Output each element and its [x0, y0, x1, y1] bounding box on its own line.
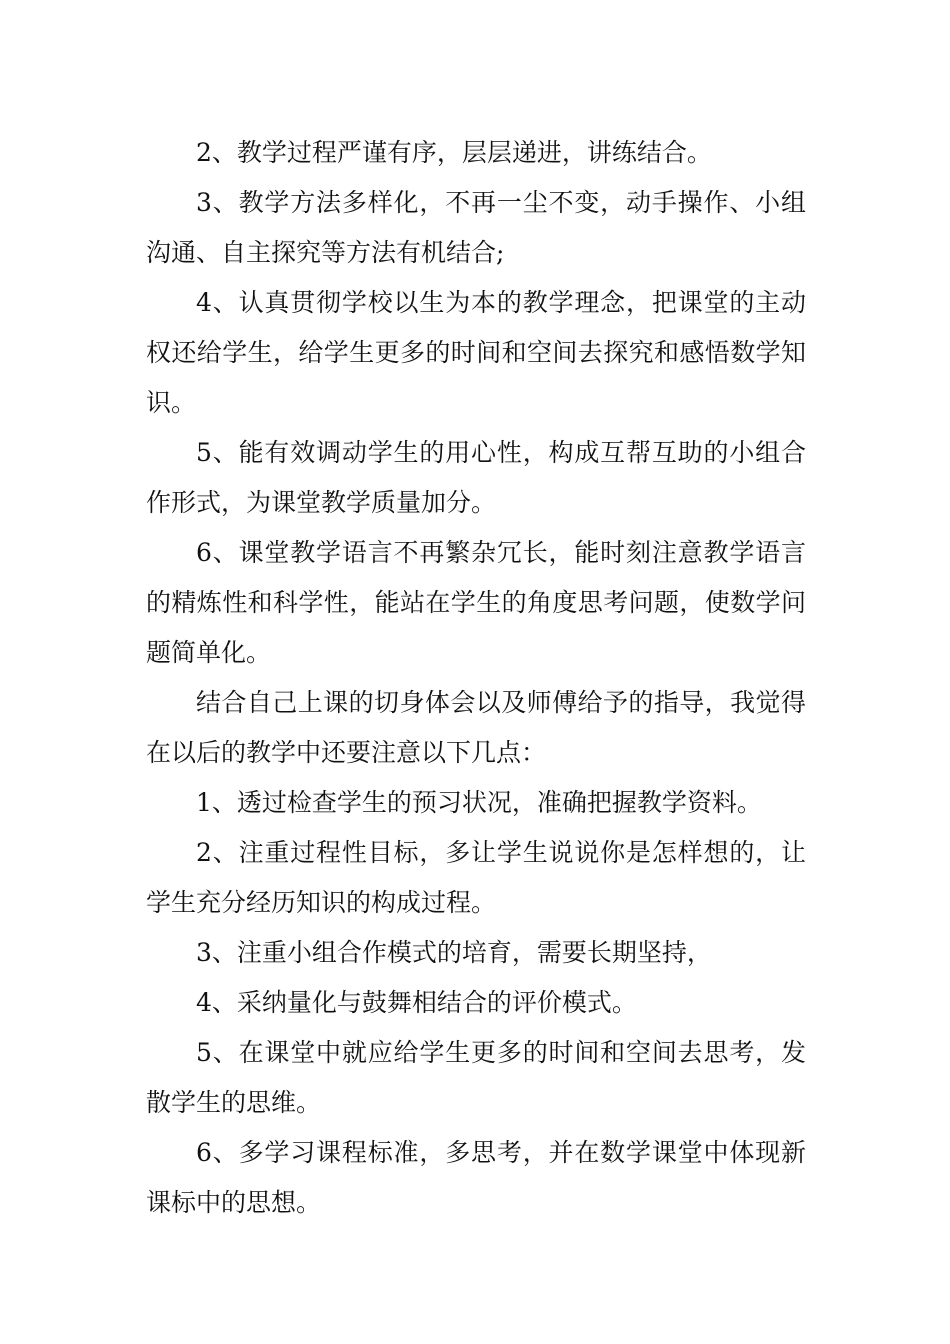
paragraph-point-4-evaluation: 4、采纳量化与鼓舞相结合的评价模式。 [196, 988, 637, 1017]
paragraph-item-4-student-centered: 4、认真贯彻学校以生为本的教学理念，把课堂的主动权还给学生，给学生更多的时间和空间去探究和感悟数学知识。 [146, 288, 806, 417]
paragraph-point-6-curriculum: 6、多学习课程标准，多思考，并在数学课堂中体现新课标中的思想。 [146, 1138, 806, 1217]
paragraph-item-2-process: 2、教学过程严谨有序，层层递进，讲练结合。 [196, 138, 712, 167]
paragraph-point-5-thinking-time: 5、在课堂中就应给学生更多的时间和空间去思考，发散学生的思维。 [146, 1038, 806, 1117]
paragraph-item-3-methods: 3、教学方法多样化，不再一尘不变，动手操作、小组沟通、自主探究等方法有机结合; [146, 188, 806, 267]
paragraph-item-5-group-work: 5、能有效调动学生的用心性，构成互帮互助的小组合作形式，为课堂教学质量加分。 [146, 438, 806, 517]
paragraph-item-6-language: 6、课堂教学语言不再繁杂冗长，能时刻注意教学语言的精炼性和科学性，能站在学生的角度思考问题，使数学问题简单化。 [146, 538, 806, 667]
paragraph-reflection-intro: 结合自己上课的切身体会以及师傅给予的指导，我觉得在以后的教学中还要注意以下几点： [146, 688, 806, 767]
paragraph-point-3-cooperation: 3、注重小组合作模式的培育，需要长期坚持， [196, 938, 712, 967]
paragraph-point-2-process-goals: 2、注重过程性目标，多让学生说说你是怎样想的，让学生充分经历知识的构成过程。 [146, 838, 806, 917]
document-body [146, 128, 806, 1228]
paragraph-point-1-preview: 1、透过检查学生的预习状况，准确把握教学资料。 [196, 788, 762, 817]
